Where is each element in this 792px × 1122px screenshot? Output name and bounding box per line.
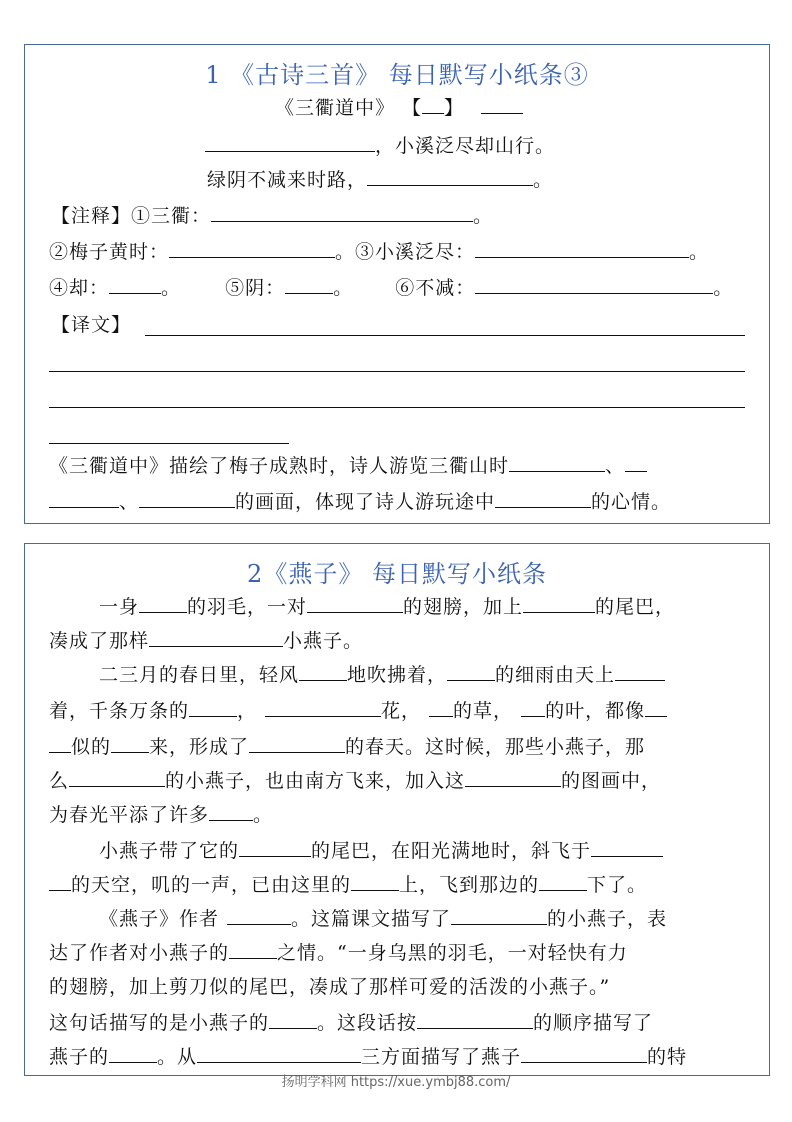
blank[interactable]	[109, 1044, 157, 1063]
poem-line-2: 绿阴不减来时路， 。	[207, 169, 554, 191]
author-dynasty-blank[interactable]	[422, 95, 444, 114]
translation-line-2[interactable]	[49, 371, 745, 372]
translation-line-1[interactable]	[145, 335, 745, 336]
summary-blank-3[interactable]	[139, 489, 235, 508]
blank[interactable]	[591, 838, 663, 857]
dictation-card-1	[24, 44, 770, 524]
translation-line-3[interactable]	[49, 407, 745, 408]
blank[interactable]	[249, 734, 345, 753]
poem-line-1-blank[interactable]	[205, 133, 375, 152]
blank[interactable]	[139, 594, 187, 613]
translation-line-4[interactable]	[49, 443, 289, 444]
blank[interactable]	[523, 594, 595, 613]
summary-blank-4[interactable]	[495, 489, 591, 508]
text-line-13: 这句话描写的是小燕子的 。这段话按 的顺序描写了	[49, 1012, 654, 1034]
blank[interactable]	[521, 698, 545, 717]
blank[interactable]	[269, 1010, 317, 1029]
text-line-12: 的翅膀，加上剪刀似的尾巴，凑成了那样可爱的活泼的小燕子。”	[49, 976, 611, 998]
text-line-11: 达了作者对小燕子的 之情。“一身乌黑的羽毛，一对轻快有力	[49, 942, 628, 964]
blank[interactable]	[49, 872, 71, 891]
card1-title: 1 《古诗三首》 每日默写小纸条③	[205, 61, 589, 89]
blank[interactable]	[49, 734, 71, 753]
blank[interactable]	[149, 628, 283, 647]
blank[interactable]	[111, 734, 149, 753]
page-footer-watermark: 扬明学科网 https://xue.ymbj88.com/	[281, 1075, 511, 1090]
note-5-blank[interactable]	[285, 275, 333, 294]
note-line-2: ②梅子黄时： 。③小溪泛尽： 。	[49, 241, 710, 263]
blank[interactable]	[351, 872, 399, 891]
blank[interactable]	[521, 1044, 647, 1063]
text-line-1: 一身 的羽毛，一对 的翅膀，加上 的尾巴，	[99, 596, 676, 618]
summary-blank-2b[interactable]	[49, 489, 119, 508]
blank[interactable]	[307, 594, 403, 613]
author-blank[interactable]	[481, 95, 523, 114]
text-line-2: 凑成了那样 小燕子。	[49, 630, 364, 652]
note-line-3: ④却： 。 ⑤阴： 。 ⑥不减： 。	[49, 277, 734, 299]
blank[interactable]	[417, 1010, 533, 1029]
text-line-8: 小燕子带了它的 的尾巴，在阳光满地时，斜飞于	[99, 838, 663, 864]
blank[interactable]	[265, 698, 381, 717]
note-2-blank[interactable]	[169, 239, 335, 258]
text-line-3: 二三月的春日里，轻风 地吹拂着， 的细雨由天上	[99, 662, 665, 688]
poem-line-1: ，小溪泛尽却山行。	[205, 133, 555, 159]
dictation-card-2	[24, 543, 770, 1076]
note-6-blank[interactable]	[475, 275, 713, 294]
summary-line-1: 《三衢道中》描绘了梅子成熟时，诗人游览三衢山时 、	[49, 453, 647, 479]
blank[interactable]	[451, 906, 547, 925]
text-line-5: 似的 来，形成了 的春天。这时候，那些小燕子，那	[49, 734, 645, 760]
poem-line-2-blank[interactable]	[367, 167, 533, 186]
blank[interactable]	[465, 768, 561, 787]
summary-line-2: 、 的画面，体现了诗人游玩途中 的心情。	[49, 489, 671, 515]
blank[interactable]	[239, 838, 311, 857]
blank[interactable]	[299, 662, 347, 681]
blank[interactable]	[209, 802, 253, 821]
blank[interactable]	[539, 872, 587, 891]
text-line-14: 燕子的 。从 三方面描写了燕子 的特	[49, 1046, 688, 1068]
author-name-blank[interactable]	[227, 906, 291, 925]
blank[interactable]	[229, 940, 277, 959]
blank[interactable]	[447, 662, 495, 681]
blank[interactable]	[615, 662, 665, 681]
blank[interactable]	[645, 698, 667, 717]
summary-blank-2a[interactable]	[625, 453, 647, 472]
blank[interactable]	[189, 698, 237, 717]
card2-title: 2《燕子》 每日默写小纸条	[247, 560, 547, 588]
text-line-6: 么 的小燕子，也由南方飞来，加入这 的图画中，	[49, 770, 662, 792]
blank[interactable]	[69, 768, 165, 787]
blank[interactable]	[429, 698, 453, 717]
poem-title-line: 《三衢道中》 【 】	[275, 95, 523, 121]
text-line-10: 《燕子》作者 。这篇课文描写了 的小燕子，表	[99, 908, 668, 930]
text-line-7: 为春光平添了许多 。	[49, 804, 274, 826]
text-line-4: 着，千条万条的 ， 花， 的草， 的叶，都像	[49, 698, 667, 724]
blank[interactable]	[197, 1044, 361, 1063]
text-line-9: 的天空，叽的一声，已由这里的 上，飞到那边的 下了。	[49, 872, 647, 898]
note-line-1: 【注释】①三衢： 。	[51, 205, 494, 227]
note-1-blank[interactable]	[211, 203, 473, 222]
note-3-blank[interactable]	[475, 239, 689, 258]
note-4-blank[interactable]	[109, 275, 161, 294]
summary-blank-1[interactable]	[509, 453, 605, 472]
translation-label: 【译文】	[51, 314, 132, 336]
